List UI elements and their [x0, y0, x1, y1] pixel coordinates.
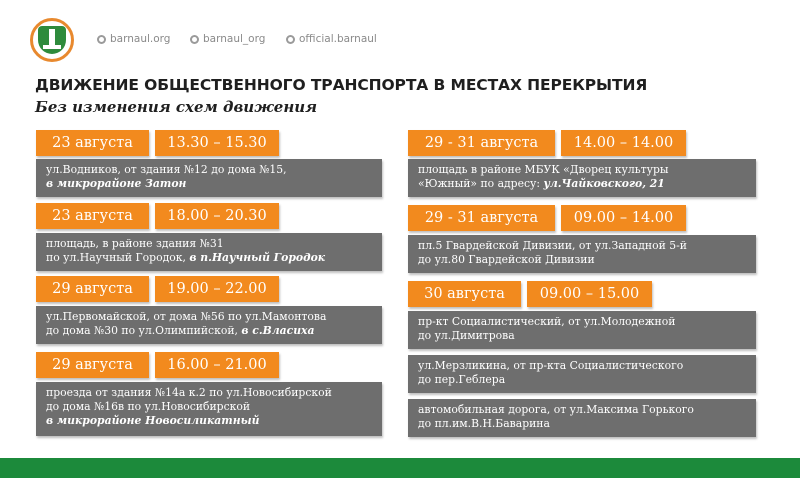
- date-badge: 30 августа: [408, 281, 521, 307]
- route-text: ул.Водников, от здания №12 до дома №15,: [46, 163, 287, 176]
- route-text: по ул.Научный Городок,: [46, 251, 186, 264]
- route-text: до ул.80 Гвардейской Дивизии: [418, 253, 595, 266]
- route-place: в п.Научный Городок: [189, 251, 326, 264]
- route-text: до пер.Геблера: [418, 373, 506, 386]
- date-badge: 23 августа: [36, 130, 149, 156]
- route-card: [408, 235, 756, 273]
- date-badge: 29 - 31 августа: [408, 130, 555, 156]
- page-title: ДВИЖЕНИЕ ОБЩЕСТВЕННОГО ТРАНСПОРТА В МЕСТАХ ПЕРЕКРЫТИЯ: [35, 76, 648, 94]
- route-text: площадь, в районе здания №31: [46, 237, 224, 250]
- social-link-telegram[interactable]: [190, 33, 265, 45]
- route-card: [36, 306, 382, 344]
- social-label: barnaul_org: [203, 33, 266, 45]
- route-text: ул.Первомайской, от дома №56 по ул.Мамонтова: [46, 310, 327, 323]
- route-place: ул.Чайковского, 21: [543, 177, 665, 190]
- route-text: пр-кт Социалистический, от ул.Молодежной: [418, 315, 676, 328]
- route-text: площадь в районе МБУК «Дворец культуры: [418, 163, 669, 176]
- route-card: [36, 159, 382, 197]
- time-badge: 16.00 – 21.00: [155, 352, 279, 378]
- telegram-icon: [190, 35, 199, 44]
- route-card: [36, 382, 382, 436]
- route-text: до ул.Димитрова: [418, 329, 515, 342]
- route-text: «Южный» по адресу:: [418, 177, 540, 190]
- date-badge: 29 августа: [36, 276, 149, 302]
- footer-bar: [0, 458, 800, 478]
- time-badge: 09.00 – 14.00: [561, 205, 686, 231]
- route-text: пл.5 Гвардейской Дивизии, от ул.Западной 5-й: [418, 239, 687, 252]
- date-badge: 23 августа: [36, 203, 149, 229]
- time-badge: 19.00 – 22.00: [155, 276, 279, 302]
- route-card: [408, 311, 756, 349]
- social-link-vk[interactable]: [97, 33, 170, 45]
- route-card: [36, 233, 382, 271]
- ok-icon: [286, 35, 295, 44]
- route-text: до пл.им.В.Н.Баварина: [418, 417, 550, 430]
- date-badge: 29 августа: [36, 352, 149, 378]
- vk-icon: [97, 35, 106, 44]
- route-text: проезда от здания №14а к.2 по ул.Новосибирской: [46, 386, 332, 399]
- social-label: barnaul.org: [110, 33, 171, 45]
- page-subtitle: Без изменения схем движения: [35, 98, 318, 116]
- route-text: до дома №16в по ул.Новосибирской: [46, 400, 251, 413]
- time-badge: 09.00 – 15.00: [527, 281, 652, 307]
- route-place: в микрорайоне Затон: [46, 177, 187, 190]
- time-badge: 13.30 – 15.30: [155, 130, 279, 156]
- time-badge: 14.00 – 14.00: [561, 130, 686, 156]
- route-text: ул.Мерзликина, от пр-кта Социалистического: [418, 359, 684, 372]
- route-text: автомобильная дорога, от ул.Максима Горького: [418, 403, 694, 416]
- route-place: в микрорайоне Новосиликатный: [46, 414, 260, 427]
- route-place: в с.Власиха: [241, 324, 315, 337]
- social-link-ok[interactable]: [286, 33, 377, 45]
- route-text: до дома №30 по ул.Олимпийской,: [46, 324, 238, 337]
- route-card: [408, 159, 756, 197]
- time-badge: 18.00 – 20.30: [155, 203, 279, 229]
- date-badge: 29 - 31 августа: [408, 205, 555, 231]
- social-label: official.barnaul: [299, 33, 377, 45]
- city-emblem-icon: [30, 18, 74, 62]
- route-card: [408, 399, 756, 437]
- route-card: [408, 355, 756, 393]
